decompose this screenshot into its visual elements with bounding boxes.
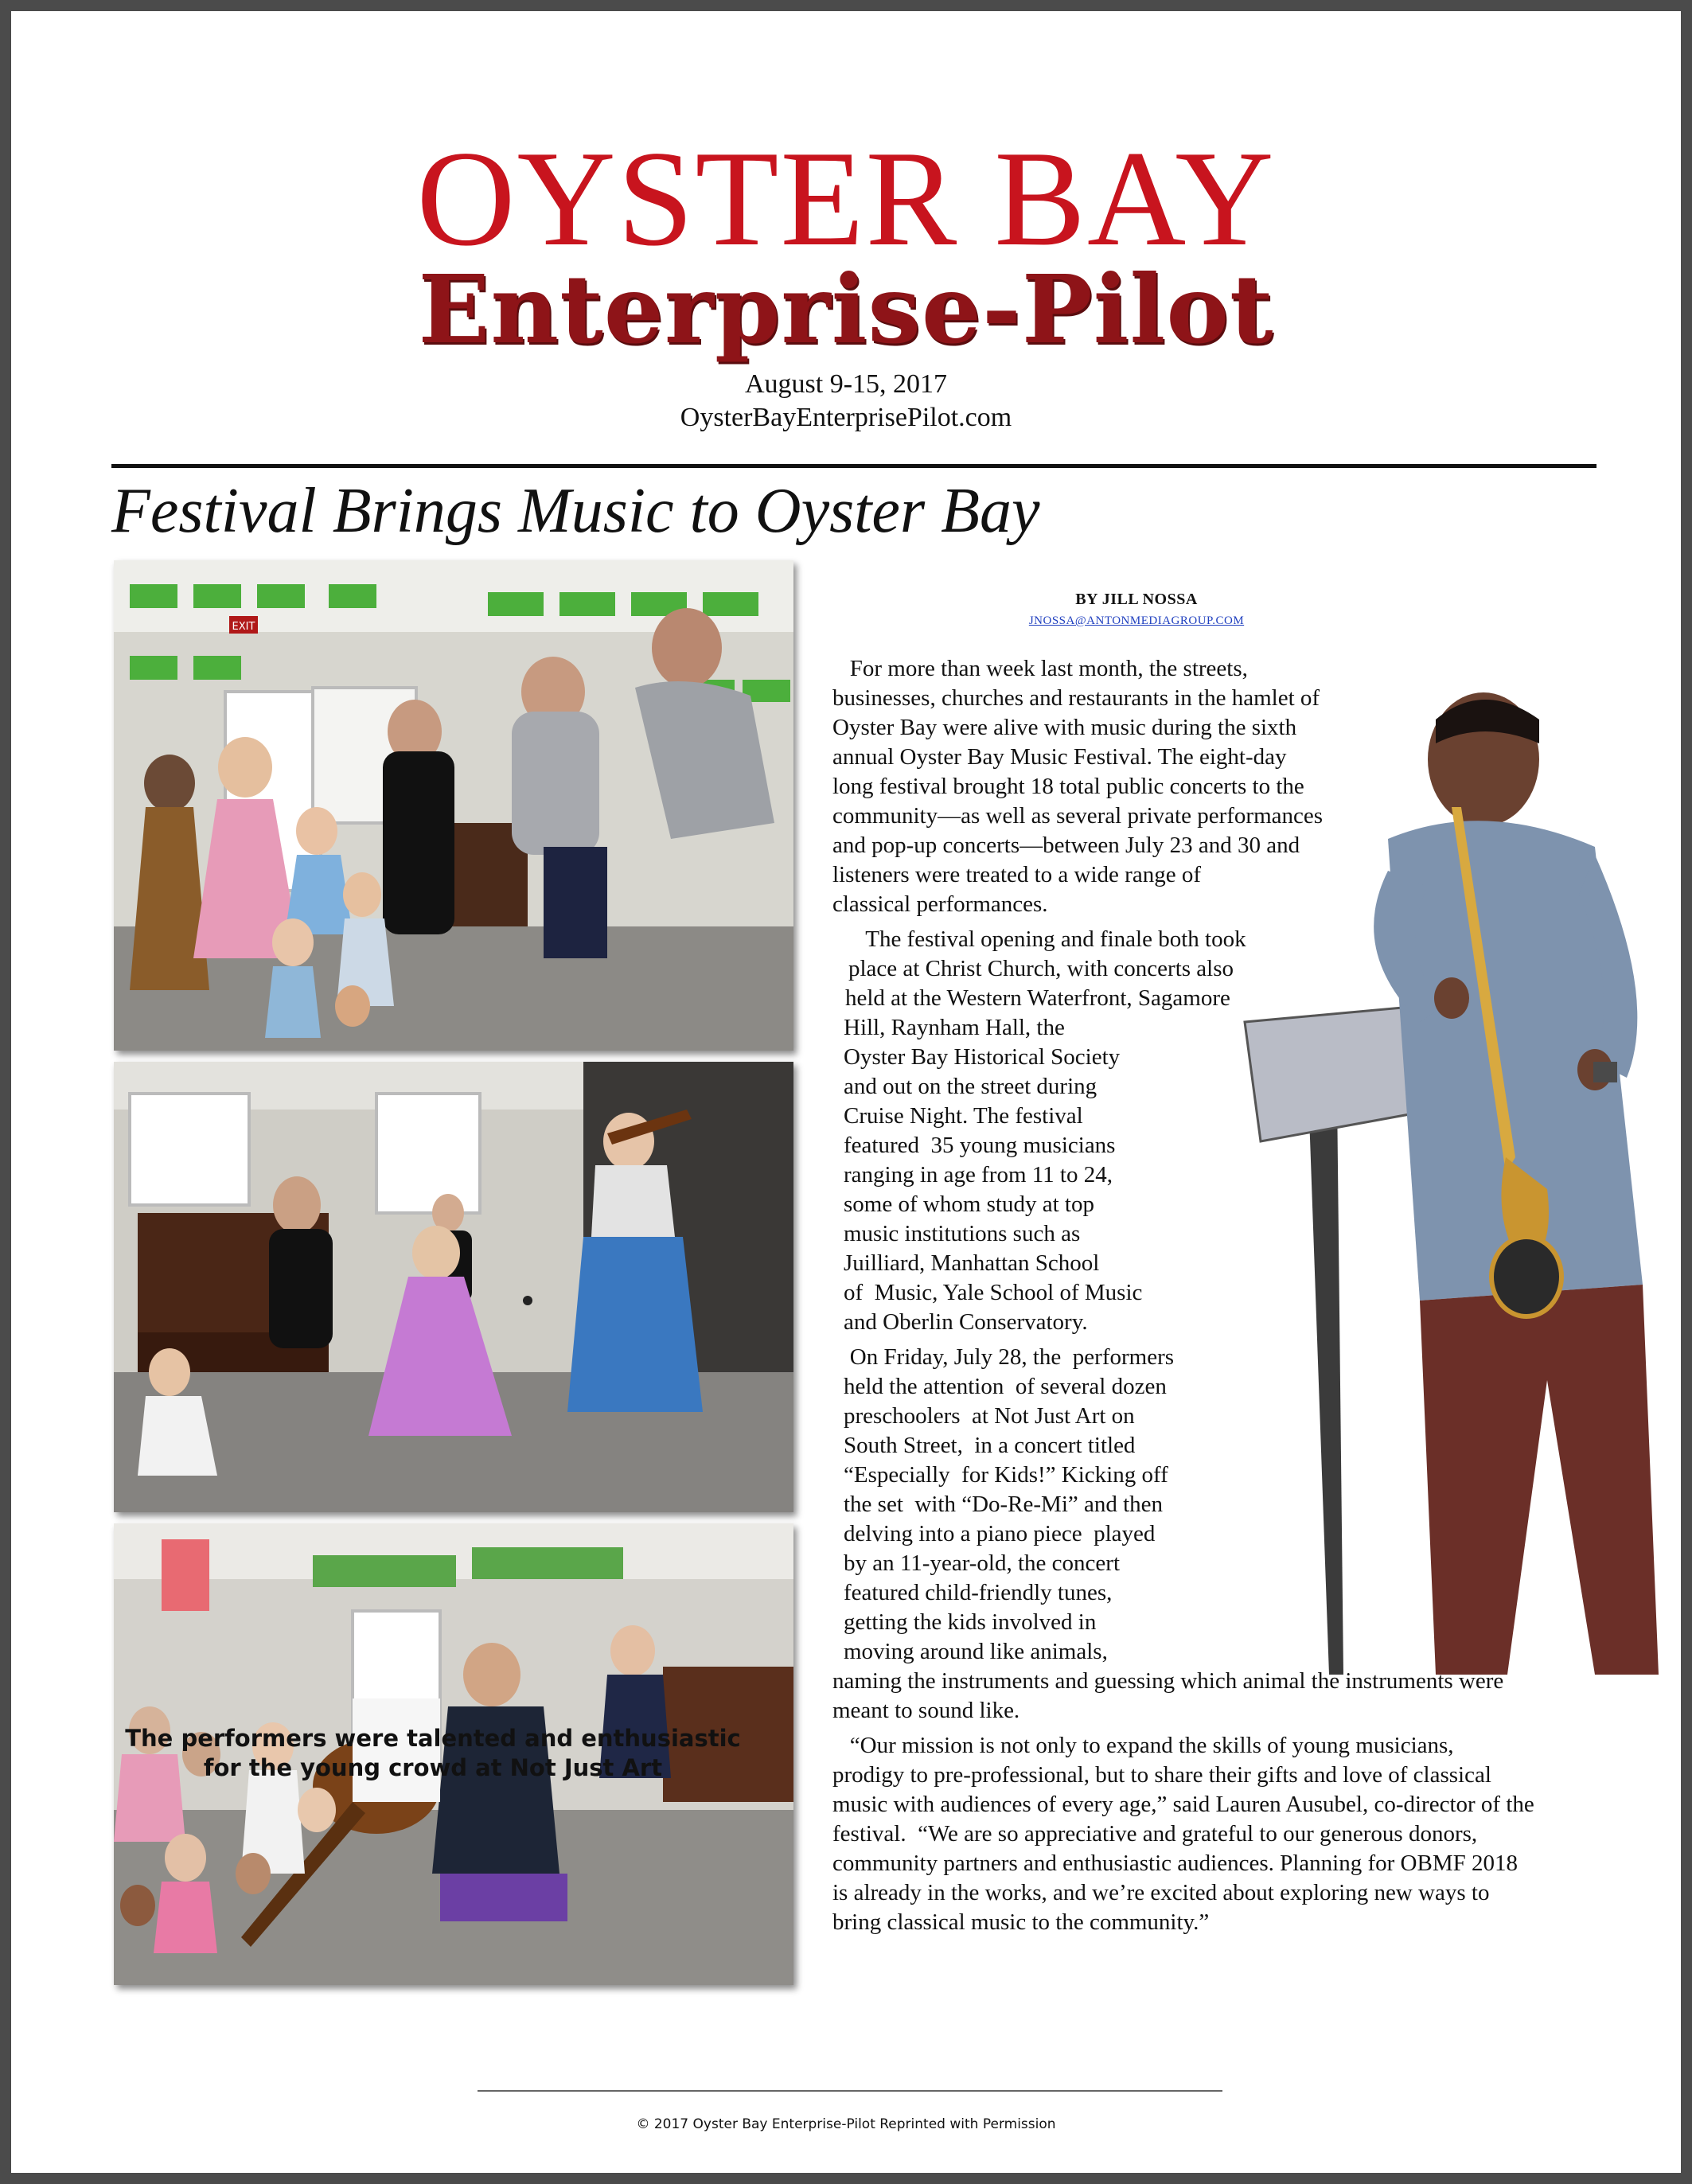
photo-violinist [114, 1062, 793, 1512]
body-line: and out on the street during [844, 1074, 1097, 1099]
body-line: featured 35 young musicians [844, 1133, 1116, 1158]
body-line: “Especially for Kids!” Kicking off [844, 1462, 1168, 1488]
body-line: meant to sound like. [832, 1698, 1020, 1723]
body-line: South Street, in a concert titled [844, 1433, 1136, 1458]
body-line: classical performances. [832, 891, 1048, 917]
body-line: of Music, Yale School of Music [844, 1280, 1143, 1305]
author-email-link[interactable]: JNOSSA@ANTONMEDIAGROUP.COM [1028, 614, 1245, 627]
body-line: place at Christ Church, with concerts also [848, 956, 1234, 981]
caption-line-1: The performers were talented and enthusiastic [125, 1725, 741, 1752]
body-line: the set with “Do-Re-Mi” and then [844, 1492, 1164, 1517]
body-line: listeners were treated to a wide range of [832, 862, 1201, 887]
article-headline: Festival Brings Music to Oyster Bay [111, 476, 1040, 546]
body-line: ranging in age from 11 to 24, [844, 1162, 1113, 1188]
body-line: and pop-up concerts—between July 23 and 30 and [832, 833, 1300, 858]
footer-divider [478, 2090, 1222, 2092]
body-line: music institutions such as [844, 1221, 1081, 1246]
body-line: For more than week last month, the streets, [832, 656, 1248, 681]
body-line: “Our mission is not only to expand the skills of young musicians, [832, 1733, 1454, 1758]
body-line: businesses, churches and restaurants in the hamlet of [832, 685, 1320, 711]
byline: BY JILL NOSSA [1075, 591, 1198, 608]
body-line: getting the kids involved in [844, 1609, 1097, 1635]
body-line: community partners and enthusiastic audiences. Planning for OBMF 2018 [832, 1851, 1518, 1876]
website-url: OysterBayEnterprisePilot.com [680, 403, 1012, 432]
body-line: On Friday, July 28, the performers [832, 1344, 1175, 1370]
body-line: naming the instruments and guessing which animal the instruments were [832, 1668, 1504, 1694]
body-line: bring classical music to the community.” [832, 1909, 1210, 1935]
body-line: by an 11-year-old, the concert [844, 1550, 1120, 1576]
body-line: The festival opening and finale both took [848, 926, 1246, 952]
body-line: delving into a piano piece played [844, 1521, 1156, 1546]
masthead-title: OYSTER BAY [416, 123, 1276, 275]
body-line: featured child-friendly tunes, [844, 1580, 1113, 1605]
copyright-notice: © 2017 Oyster Bay Enterprise-Pilot Reprinted with Permission [636, 2116, 1056, 2132]
body-line: Hill, Raynham Hall, the [844, 1015, 1065, 1040]
body-line: is already in the works, and we’re excited about exploring new ways to [832, 1880, 1490, 1905]
body-line: preschoolers at Not Just Art on [844, 1403, 1135, 1429]
body-line: music with audiences of every age,” said Lauren Ausubel, co-director of the [832, 1792, 1534, 1817]
issue-date: August 9-15, 2017 [744, 369, 948, 399]
photo-caption [115, 1724, 751, 1783]
body-line: some of whom study at top [844, 1191, 1094, 1217]
body-line: festival. “We are so appreciative and grateful to our generous donors, [832, 1821, 1478, 1847]
caption-line-2: for the young crowd at Not Just Art [203, 1754, 663, 1781]
body-line: prodigy to pre-professional, but to share their gifts and love of classical [832, 1762, 1491, 1788]
body-line: moving around like animals, [844, 1639, 1108, 1664]
body-line: held the attention of several dozen [844, 1374, 1167, 1399]
body-line: Cruise Night. The festival [844, 1103, 1083, 1129]
body-line: and Oberlin Conservatory. [844, 1309, 1088, 1335]
newspaper-page [11, 11, 1681, 2173]
body-line: annual Oyster Bay Music Festival. The eight-day [832, 744, 1287, 770]
exit-sign-1: EXIT [232, 621, 255, 633]
body-line: Oyster Bay were alive with music during the sixth [832, 715, 1297, 740]
body-line: Oyster Bay Historical Society [844, 1044, 1121, 1070]
body-line: community—as well as several private performances [832, 803, 1324, 829]
body-line: long festival brought 18 total public concerts to the [832, 774, 1304, 799]
body-line: held at the Western Waterfront, Sagamore [845, 985, 1230, 1011]
photo-kids-dancing [114, 560, 793, 1051]
masthead-subtitle: Enterprise-Pilot [418, 254, 1274, 365]
header-divider [111, 464, 1596, 468]
body-line: Juilliard, Manhattan School [844, 1250, 1100, 1276]
